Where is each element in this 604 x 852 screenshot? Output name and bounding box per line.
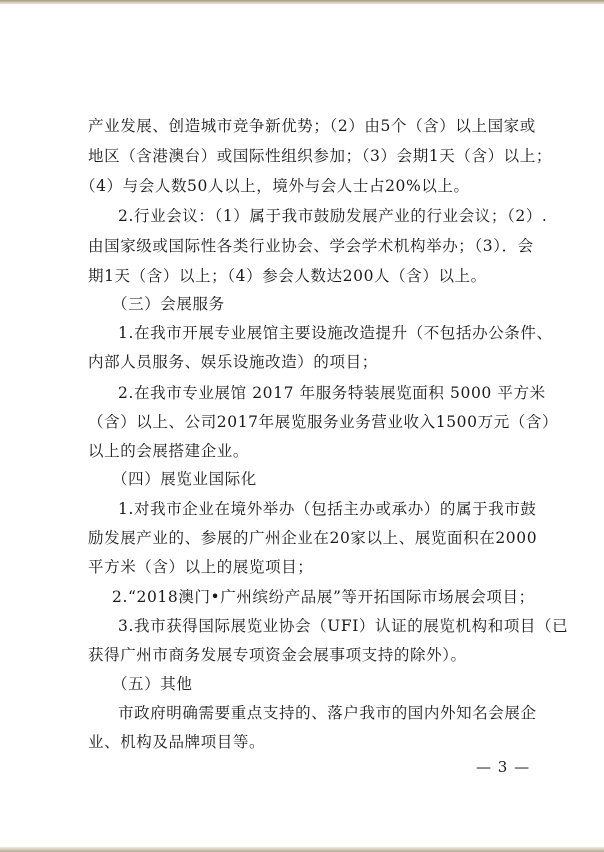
text-line: 获得广州市商务发展专项资金会展事项支持的除外）。 xyxy=(88,646,467,664)
text-line: 内部人员服务、娱乐设施改造）的项目； xyxy=(88,353,378,371)
section-heading: （四）展览业国际化 xyxy=(112,470,257,488)
text-line: 产业发展、创造城市竞争新优势；（2）由5个（含）以上国家或 xyxy=(88,117,536,135)
text-line: 平方米（含）以上的展览项目； xyxy=(88,558,314,576)
text-line: 业、机构及品牌项目等。 xyxy=(88,733,266,751)
text-line: 地区（含港澳台）或国际性组织参加；（3）会期1天（含）以上； xyxy=(88,147,552,165)
text-line: 励发展产业的、参展的广州企业在20家以上、展览面积在2000 xyxy=(88,529,538,547)
text-line: （4）与会人数50人以上，境外与会人士占20%以上。 xyxy=(80,177,470,195)
text-line: 1.在我市开展专业展馆主要设施改造提升（不包括办公条件、 xyxy=(118,324,553,342)
text-line: 2.在我市专业展馆 2017 年服务特装展览面积 5000 平方米 xyxy=(118,384,546,402)
page-number: — 3 — xyxy=(476,758,531,776)
text-line: 市政府明确需要重点支持的、落户我市的国内外知名会展企 xyxy=(118,704,537,722)
text-line: 1.对我市企业在境外举办（包括主办或承办）的属于我市鼓 xyxy=(118,500,537,518)
section-heading: （三）会展服务 xyxy=(112,295,225,313)
text-line: 2.“2018澳门•广州缤纷产品展”等开拓国际市场展会项目； xyxy=(112,588,535,606)
section-heading: （五）其他 xyxy=(112,675,193,693)
text-line: （含）以上、公司2017年展览服务业务营业收入1500万元（含） xyxy=(88,413,559,431)
text-line: 2.行业会议：（1）属于我市鼓励发展产业的行业会议；（2）. xyxy=(118,207,548,225)
scan-edge-bottom xyxy=(0,847,604,852)
text-line: 由国家级或国际性各类行业协会、学会学术机构举办；（3）．会 xyxy=(88,237,534,255)
text-line: 以上的会展搭建企业。 xyxy=(88,442,250,460)
text-line: 期1天（含）以上；（4）参会人数达200人（含）以上。 xyxy=(88,267,487,285)
text-line: 3.我市获得国际展览业协会（UFI）认证的展览机构和项目（已 xyxy=(118,617,569,635)
